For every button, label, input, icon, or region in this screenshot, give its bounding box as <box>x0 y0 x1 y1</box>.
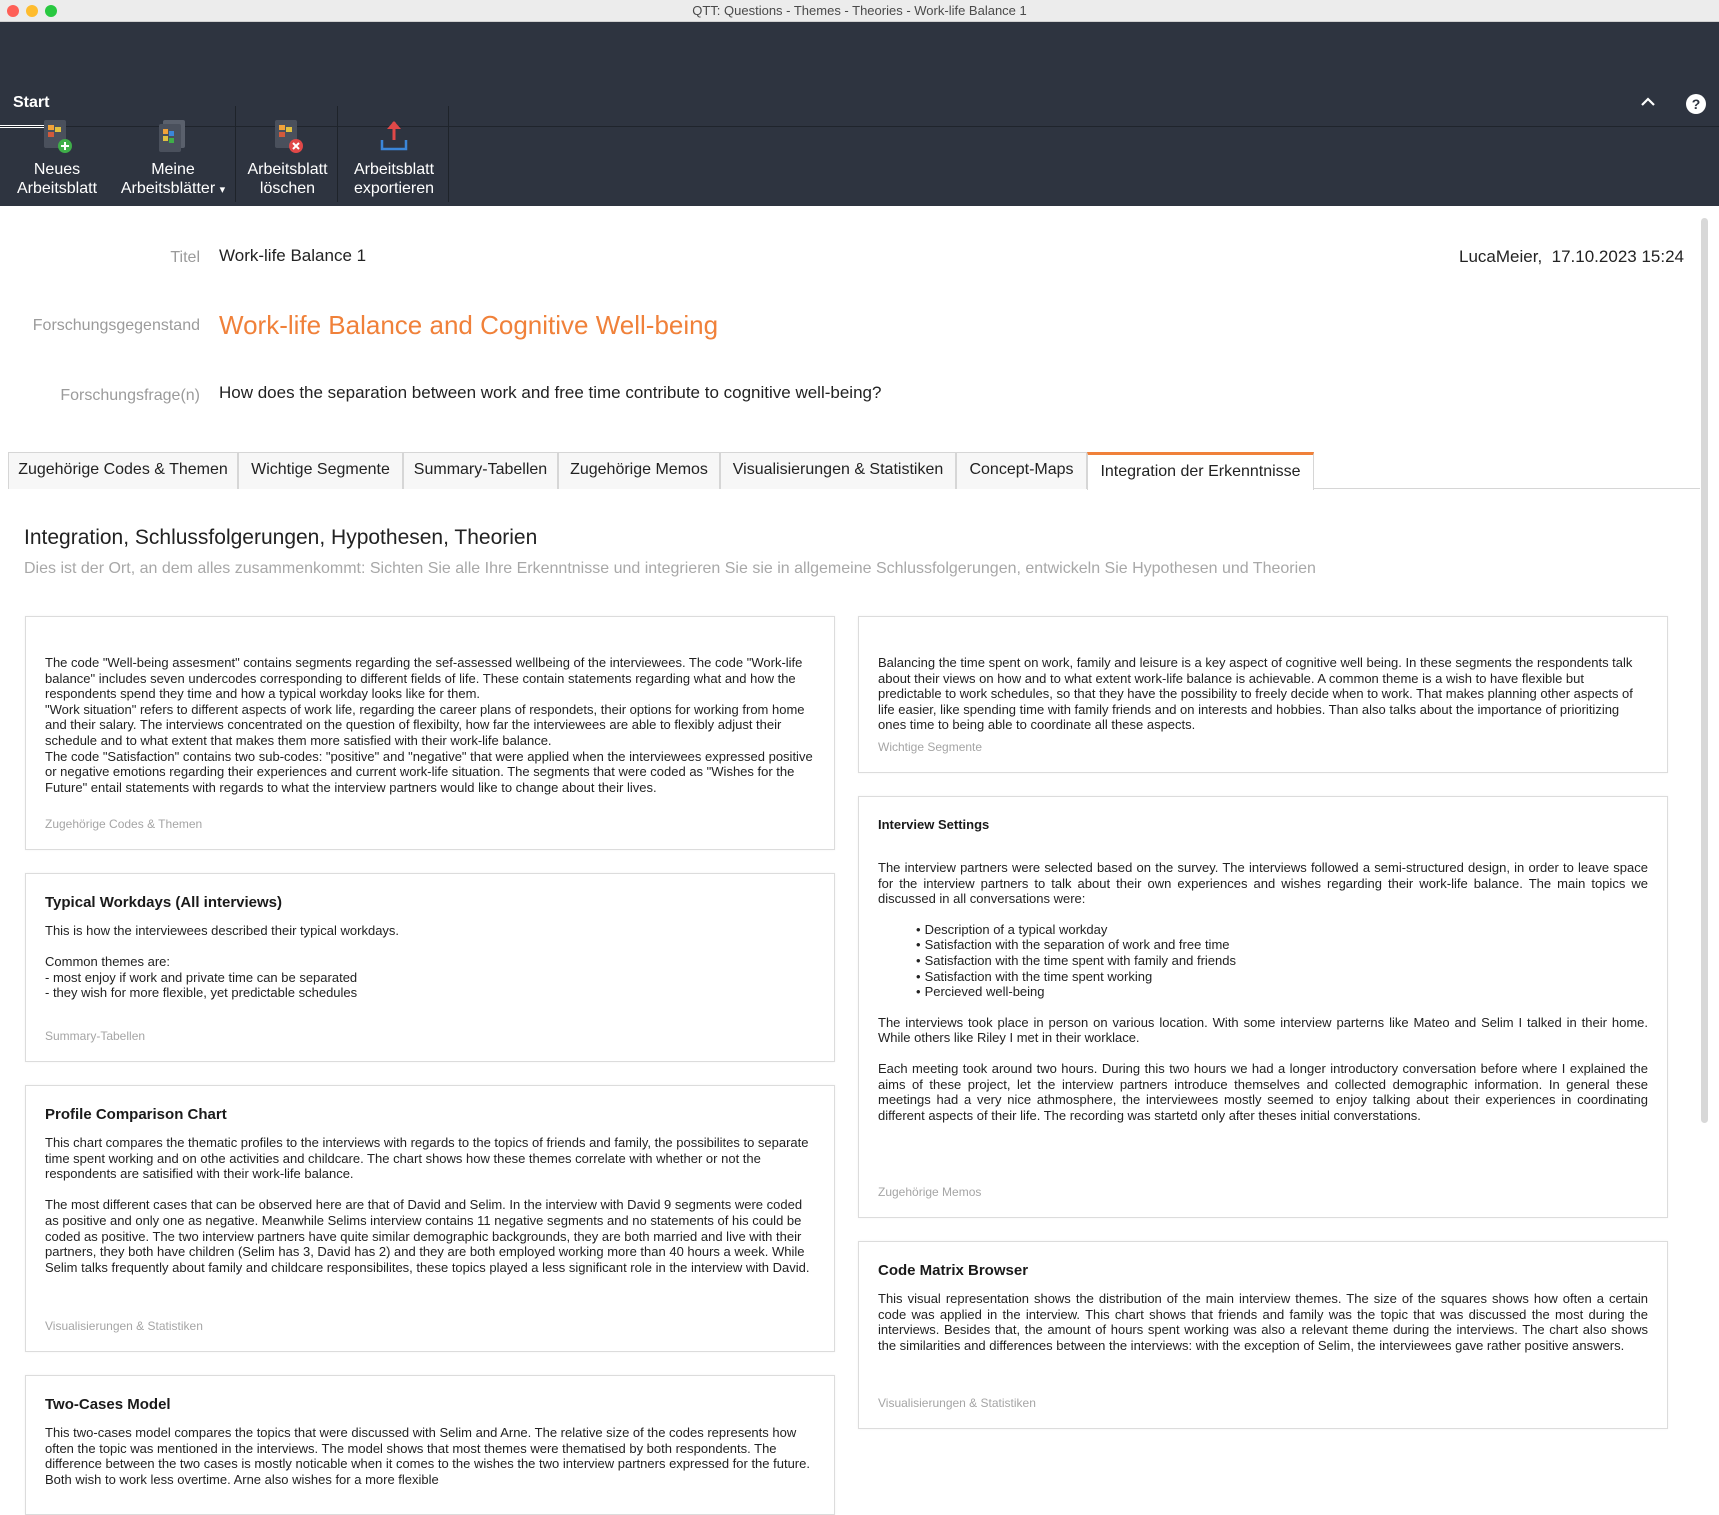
export-worksheet-label-2: exportieren <box>353 180 435 197</box>
card-title: Interview Settings <box>878 817 990 832</box>
author-date <box>1459 247 1684 267</box>
delete-worksheet-button[interactable] <box>240 114 335 206</box>
tab-concept-maps[interactable]: Concept-Maps <box>956 452 1087 489</box>
card-body: This chart compares the thematic profiles to the interviews with regards to the topics of friends and family, the possibilites to separate time spent working and on othe activities and childcare. The chart shows how these themes correlate with whether or not the respondents are satisified with their work-life balance. The most different cases that can be observed here are that of David and Selim. In the interview with David 9 segments were coded as positive and only one as negative. Meanwhile Selims interview contains 11 negative segments and no statements of his could be coded as positive. The two interview partners have quite similar demographic backgrounds, they are both married and live with their partners, they both have children (Selim has 3, David has 2) and they are both employed working more than 40 hours a week. While Selim talks frequently about family and childcare responsibilites, these topics played a less significant role in the interview with David. <box>45 1135 810 1275</box>
card-title: Code Matrix Browser <box>878 1262 1029 1279</box>
card-codes-themes[interactable] <box>25 616 835 850</box>
topic-list <box>878 922 1648 1000</box>
card-source: Wichtige Segmente <box>878 740 983 754</box>
card-body: The code "Well-being assesment" contains segments regarding the sef-assessed wellbeing of the interviewees. The code "Work-life balance" includes seven undercodes corresponding to different fields of life. These contain statements regarding what and how the respondents spend they time and how a typical workday looks like for them. "Work situation" refers to different aspects of work life, regarding the career plans of respondets, their options for working from home and their salary. The interviews concentrated on the question of flexibilty, how far the interviewees are able to flexibly adjust their schedule and to what extent that makes them more satisfied with their work-life balance. The code "Satisfaction" contains two sub-codes: "positive" and "negative" that were applied when the interviewees expressed positive or negative emotions regarding their experiences and current work-life situation. The segments that were coded as "Wishes for the Future" entail statements with regards to what the interview partners would like to change about their lives. <box>45 655 813 795</box>
ribbon-separator <box>337 106 338 202</box>
card-body: This two-cases model compares the topics that were discussed with Selim and Arne. The relative size of the codes represents how often the topic was mentioned in the interviews. The model shows that most themes were thematised by both respondents. The difference between the two cases is mostly noticable when it comes to the wishes the two interview partners expressed for the future. Both wish to work less overtime. Arne also wishes for a more flexible <box>45 1425 814 1487</box>
list-item: • Satisfaction with the separation of work and free time <box>916 937 1648 953</box>
delete-worksheet-label-2: löschen <box>259 180 316 197</box>
export-icon <box>378 118 410 154</box>
section-subtitle: Dies ist der Ort, an dem alles zusammenkommt: Sichten Sie alle Ihre Erkenntnisse und integrieren Sie sie in allgemeine Schlussfolgerungen, entwickeln Sie Hypothesen und Theorien <box>24 560 1316 577</box>
research-question[interactable]: How does the separation between work and free time contribute to cognitive well-being? <box>219 383 882 402</box>
card-body-p3: Each meeting took around two hours. During this two hours we had a longer introductory conversation before where I explained the aims of these project, let the interview partners introduce themselves and collected demographic information. In general these meetings had a very nice athmosphere, the interviewees mostly seemed to enjoy talking about their experiences in coordinating different aspects of their life. The recording was startetd only after theses initial converstations. <box>878 1060 1652 1123</box>
card-body-intro: The interview partners were selected based on the survey. The interviews followed a semi-structured design, in order to leave space for the interview partners to talk about their own experiences and wishes regarding their work-life balance. The main topics we discussed in all conversations were: <box>878 860 1652 907</box>
list-item: • Satisfaction with the time spent working <box>916 969 1648 985</box>
ribbon-separator <box>235 106 236 202</box>
delete-worksheet-label-1: Arbeitsblatt <box>247 161 328 178</box>
tab-memos[interactable]: Zugehörige Memos <box>558 452 720 489</box>
timestamp: 17.10.2023 15:24 <box>1551 247 1684 266</box>
author: LucaMeier, <box>1459 247 1543 266</box>
dropdown-caret-icon: ▾ <box>219 184 226 196</box>
card-body-p2: The interviews took place in person on various location. With some interview parterns like Mateo and Selim I talked in their home. While others like Riley I met in their worklace. <box>878 1014 1652 1046</box>
window-titlebar <box>0 0 1719 22</box>
my-worksheets-label-2: Arbeitsblätter <box>120 180 216 197</box>
delete-worksheet-icon <box>272 118 304 154</box>
card-body: Balancing the time spent on work, family and leisure is a key aspect of cognitive well being. In these segments the respondents talk about their views on how and to what extent work-life balance is achievable. A common theme is a wish to have flexible but predictable to work schedules, so that they have the possibility to freely decide when to work. That makes planning other aspects of life easier, like spending time with family friends and on interests and hobbies. Than also talks about the importance of prioritizing ones time to being able to coordinate all these aspects. <box>878 655 1637 733</box>
card-source: Visualisierungen & Statistiken <box>45 1319 203 1333</box>
card-important-segments[interactable] <box>858 616 1668 773</box>
card-title: Profile Comparison Chart <box>45 1106 227 1123</box>
window-title: QTT: Questions - Themes - Theories - Work-life Balance 1 <box>692 3 1027 18</box>
export-worksheet-button[interactable] <box>342 114 446 206</box>
section-title: Integration, Schlussfolgerungen, Hypothesen, Theorien <box>24 526 538 549</box>
tab-summary-tables[interactable]: Summary-Tabellen <box>403 452 558 489</box>
ribbon-tab-start[interactable]: Start <box>0 70 65 128</box>
tab-bar <box>8 452 1700 489</box>
list-item: • Satisfaction with the time spent with family and friends <box>916 953 1648 969</box>
help-button[interactable]: ? <box>1686 94 1706 114</box>
research-question-label: Forschungsfrage(n) <box>60 387 200 404</box>
tab-visualizations[interactable]: Visualisierungen & Statistiken <box>720 452 956 489</box>
subject-label: Forschungsgegenstand <box>32 317 200 334</box>
tab-important-segments[interactable]: Wichtige Segmente <box>238 452 403 489</box>
collapse-ribbon-button[interactable] <box>1637 91 1659 113</box>
card-body: This visual representation shows the distribution of the main interview themes. The size of the squares shows how often a certain code was applied in the interview. This chart shows that friends and family was the topic that was discussed the most during the interviews. Besides that, the amount of hours spent working was also a relevant theme during the interviews. The chart also shows the similarities and differences between the interviews: with the exception of Selim, the interviewees gave rather positive answers. <box>878 1291 1652 1353</box>
chevron-up-icon <box>1637 91 1659 113</box>
card-code-matrix-browser[interactable] <box>858 1241 1668 1429</box>
new-worksheet-label-1: Neues <box>33 161 81 178</box>
new-worksheet-icon <box>41 118 73 154</box>
tab-codes-themes[interactable]: Zugehörige Codes & Themen <box>8 452 238 489</box>
my-worksheets-button[interactable] <box>117 114 229 206</box>
card-source: Zugehörige Memos <box>878 1185 982 1199</box>
card-body: This is how the interviewees described their typical workdays. Common themes are: - most enjoy if work and private time can be separated - they wish for more flexible, yet predictable schedules <box>45 923 400 1001</box>
list-item: • Percieved well-being <box>916 984 1648 1000</box>
title-label: Titel <box>170 249 200 266</box>
export-worksheet-label-1: Arbeitsblatt <box>353 161 435 178</box>
new-worksheet-label-2: Arbeitsblatt <box>16 180 98 197</box>
new-worksheet-button[interactable] <box>8 114 106 206</box>
card-title: Typical Workdays (All interviews) <box>45 894 283 911</box>
ribbon-separator <box>448 106 449 202</box>
list-item: • Description of a typical workday <box>916 922 1648 938</box>
card-two-cases-model[interactable] <box>25 1375 835 1515</box>
my-worksheets-label-1: Meine <box>151 161 195 178</box>
card-source: Visualisierungen & Statistiken <box>878 1396 1036 1410</box>
tab-integration[interactable]: Integration der Erkenntnisse <box>1087 452 1314 490</box>
card-typical-workdays[interactable] <box>25 873 835 1062</box>
card-interview-settings[interactable] <box>858 796 1668 1218</box>
research-subject[interactable]: Work-life Balance and Cognitive Well-being <box>219 310 719 340</box>
scrollbar[interactable] <box>1701 218 1708 1123</box>
title-value[interactable]: Work-life Balance 1 <box>219 246 367 265</box>
card-title: Two-Cases Model <box>45 1396 171 1413</box>
card-profile-comparison[interactable] <box>25 1085 835 1352</box>
card-source: Zugehörige Codes & Themen <box>45 817 203 831</box>
card-source: Summary-Tabellen <box>45 1029 146 1043</box>
my-worksheets-icon <box>157 118 189 154</box>
